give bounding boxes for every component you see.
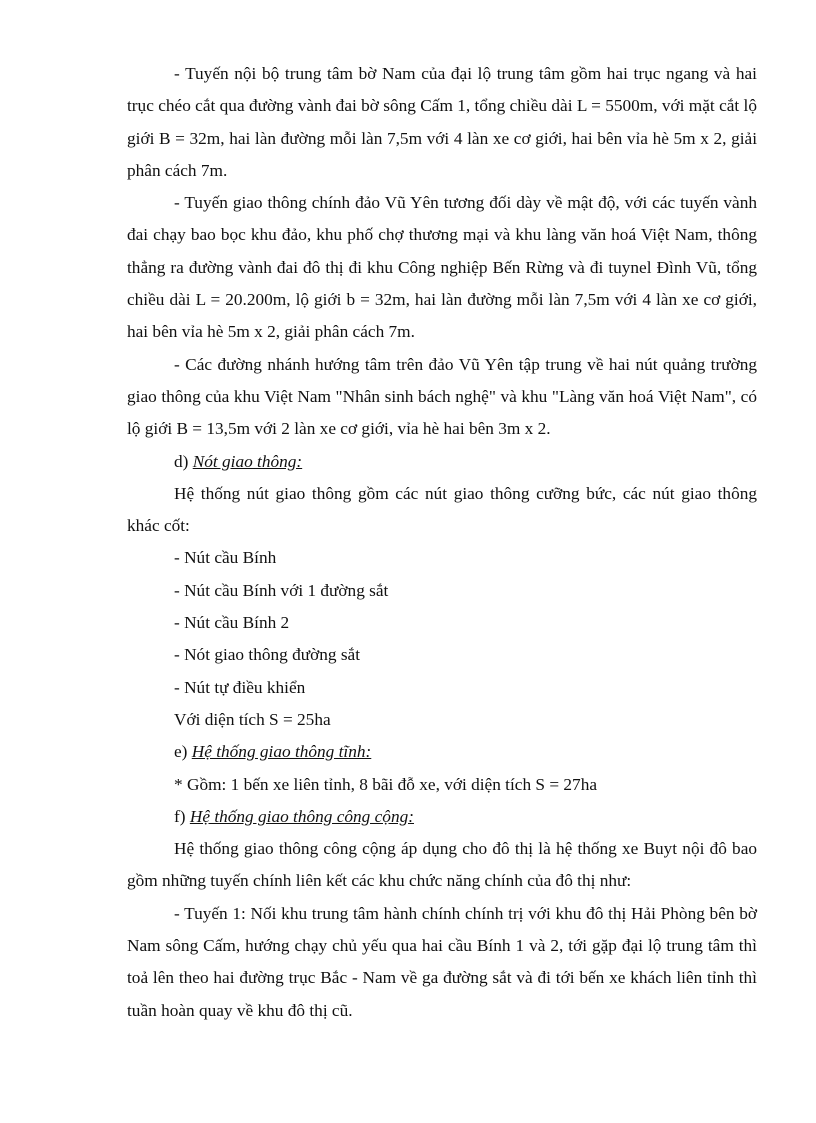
paragraph-route-1: - Tuyến 1: Nối khu trung tâm hành chính chính trị với khu đô thị Hải Phòng bên bờ Nam sông Cấm, hướng chạy chủ yếu qua hai cầu Bính 1 và 2, tới gặp đại lộ trung tâm thì toả lên theo hai đường trục Bắc - Nam về ga đường sắt và đi tới bến xe khách liên tỉnh thì tuần hoàn quay về khu đô thị cũ. [127,903,757,1020]
section-d-intro: Hệ thống nút giao thông gồm các nút giao thông cưỡng bức, các nút giao thông khác cốt: [127,483,757,536]
list-item-node: - Nút cầu Bính [174,548,277,568]
section-e-line: * Gồm: 1 bến xe liên tỉnh, 8 bãi đỗ xe, với diện tích S = 27ha [174,774,598,794]
section-f-intro: Hệ thống giao thông công cộng áp dụng cho đô thị là hệ thống xe Buyt nội đô bao gồm những tuyến chính liên kết các khu chức năng chính của đô thị như: [127,839,757,891]
area-line: Với diện tích S = 25ha [174,709,331,729]
section-f-heading [127,801,757,833]
document-page [127,58,757,1027]
section-d-title: Nót giao thông: [192,451,303,471]
list-item-node: - Nút cầu Bính 2 [174,613,290,633]
list-item-node: - Nót giao thông đường sắt [174,645,361,665]
section-f-prefix: f) [174,806,190,826]
paragraph-inner-route: - Tuyến nội bộ trung tâm bờ Nam của đại lộ trung tâm gồm hai trục ngang và hai trục chéo cắt qua đường vành đai bờ sông Cấm 1, tổng chiều dài L = 5500m, với mặt cắt lộ giới B = 32m, hai làn đường mỗi làn 7,5m với 4 làn xe cơ giới, hai bên vỉa hè 5m x 2, giải phân cách 7m. [127,64,757,180]
list-item-node: - Nút cầu Bính với 1 đường sắt [174,580,389,600]
list-item-node: - Nút tự điều khiển [174,677,306,697]
section-f-title: Hệ thống giao thông công cộng: [189,806,414,826]
section-d-prefix: d) [174,451,193,471]
paragraph-radial-branches: - Các đường nhánh hướng tâm trên đảo Vũ Yên tập trung về hai nút quảng trường giao thông của khu Việt Nam "Nhân sinh bách nghệ" và khu "Làng văn hoá Việt Nam", có lộ giới B = 13,5m với 2 làn xe cơ giới, vỉa hè hai bên 3m x 2. [127,354,757,439]
section-d-heading [127,446,757,478]
paragraph-vu-yen-main-route: - Tuyến giao thông chính đảo Vũ Yên tương đối dày về mật độ, với các tuyến vành đai chạy bao bọc khu đảo, khu phố chợ thương mại và khu làng văn hoá Việt Nam, thông thẳng ra đường vành đai đô thị đi khu Công nghiệp Bến Rừng và đi tuynel Đình Vũ, tổng chiều dài L = 20.200m, lộ giới b = 32m, hai làn đường mỗi làn 7,5m với 4 làn xe cơ giới, hai bên vỉa hè 5m x 2, giải phân cách 7m. [127,193,757,342]
section-e-heading [127,736,757,768]
section-e-prefix: e) [174,742,192,762]
section-e-title: Hệ thống giao thông tĩnh: [191,742,372,762]
